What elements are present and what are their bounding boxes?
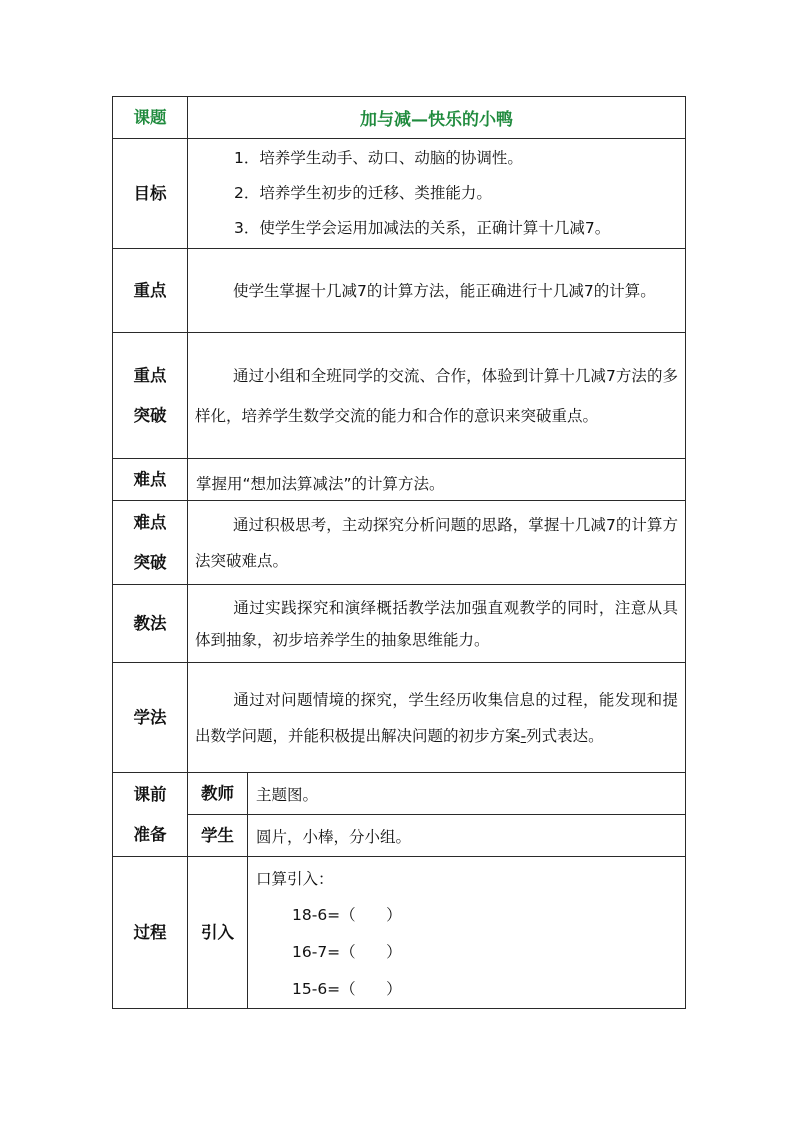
teacher-text: 主题图。: [256, 785, 319, 804]
preparation-label-line2: 准备: [133, 824, 167, 844]
student-cell: [248, 815, 686, 857]
intro-cell: [248, 857, 686, 1009]
preparation-label: [113, 773, 188, 857]
prep-teacher-row: [113, 773, 686, 815]
student-label: 学生: [188, 815, 248, 857]
key-breakthrough-cell: [188, 333, 686, 459]
answer-paren-close: ）: [386, 906, 402, 924]
answer-paren-close: ）: [386, 943, 402, 961]
answer-paren-open: （: [340, 906, 356, 924]
lesson-title: 加与减—快乐的小鸭: [188, 97, 686, 139]
answer-paren-open: （: [340, 980, 356, 998]
mental-math-item: [248, 934, 685, 971]
topic-label: 课题: [113, 97, 188, 139]
goals-cell: [188, 139, 686, 249]
key-breakthrough-label: [113, 333, 188, 459]
mental-math-expr: 15-6=: [292, 980, 341, 998]
key-breakthrough-text: 通过小组和全班同学的交流、合作，体验到计算十几减7方法的多样化，培养学生数学交流的能力和合作的意识来突破重点。: [195, 366, 678, 425]
preparation-label-line1: 课前: [133, 784, 167, 804]
goal-item-2: 2．培养学生初步的迁移、类推能力。: [234, 184, 492, 202]
process-row: [113, 857, 686, 1009]
key-breakthrough-label-line1: 重点: [133, 365, 167, 385]
difficulty-breakthrough-cell: [188, 501, 686, 585]
mental-math-heading: 口算引入：: [256, 870, 334, 888]
key-point-text: 使学生掌握十几减7的计算方法，能正确进行十几减7的计算。: [233, 281, 656, 300]
goal-item-3: 3．使学生学会运用加减法的关系，正确计算十几减7。: [234, 219, 611, 237]
difficulty-cell: [188, 459, 686, 501]
key-point-row: [113, 249, 686, 333]
goal-item-1: 1．培养学生动手、动口、动脑的协调性。: [234, 149, 523, 167]
mental-math-item: [248, 971, 685, 1008]
learning-method-dash: -: [520, 726, 527, 745]
lesson-plan-table: [112, 96, 686, 1009]
difficulty-breakthrough-label-line2: 突破: [133, 552, 167, 572]
intro-label: 引入: [188, 857, 248, 1009]
learning-method-label: 学法: [113, 663, 188, 773]
learning-method-text: 通过对问题情境的探究，学生经历收集信息的过程，能发现和提出数学问题，并能积极提出解决问题的初步方案: [195, 690, 678, 745]
teaching-method-row: [113, 585, 686, 663]
difficulty-breakthrough-row: [113, 501, 686, 585]
prep-student-row: [113, 815, 686, 857]
key-point-cell: [188, 249, 686, 333]
mental-math-item: [248, 897, 685, 934]
difficulty-breakthrough-text: 通过积极思考，主动探究分析问题的思路，掌握十几减7的计算方法突破难点。: [195, 515, 678, 570]
difficulty-label: 难点: [113, 459, 188, 501]
mental-math-expr: 18-6=: [292, 906, 341, 924]
learning-method-cell: [188, 663, 686, 773]
difficulty-row: [113, 459, 686, 501]
difficulty-breakthrough-label: [113, 501, 188, 585]
key-breakthrough-row: [113, 333, 686, 459]
teacher-label: 教师: [188, 773, 248, 815]
teaching-method-text: 通过实践探究和演绎概括教学法加强直观教学的同时，注意从具体到抽象，初步培养学生的抽象思维能力。: [195, 598, 678, 649]
goals-label: 目标: [113, 139, 188, 249]
answer-paren-open: （: [340, 943, 356, 961]
topic-row: [113, 97, 686, 139]
difficulty-text: 掌握用“想加法算减法”的计算方法。: [196, 474, 445, 493]
learning-method-row: [113, 663, 686, 773]
process-label: 过程: [113, 857, 188, 1009]
goals-row: [113, 139, 686, 249]
teaching-method-cell: [188, 585, 686, 663]
answer-paren-close: ）: [386, 980, 402, 998]
teaching-method-label: 教法: [113, 585, 188, 663]
key-breakthrough-label-line2: 突破: [133, 405, 167, 425]
key-point-label: 重点: [113, 249, 188, 333]
learning-method-text-end: 列式表达。: [526, 726, 604, 745]
teacher-cell: [248, 773, 686, 815]
difficulty-breakthrough-label-line1: 难点: [133, 512, 167, 532]
mental-math-expr: 16-7=: [292, 943, 341, 961]
student-text: 圆片，小棒，分小组。: [256, 827, 412, 846]
